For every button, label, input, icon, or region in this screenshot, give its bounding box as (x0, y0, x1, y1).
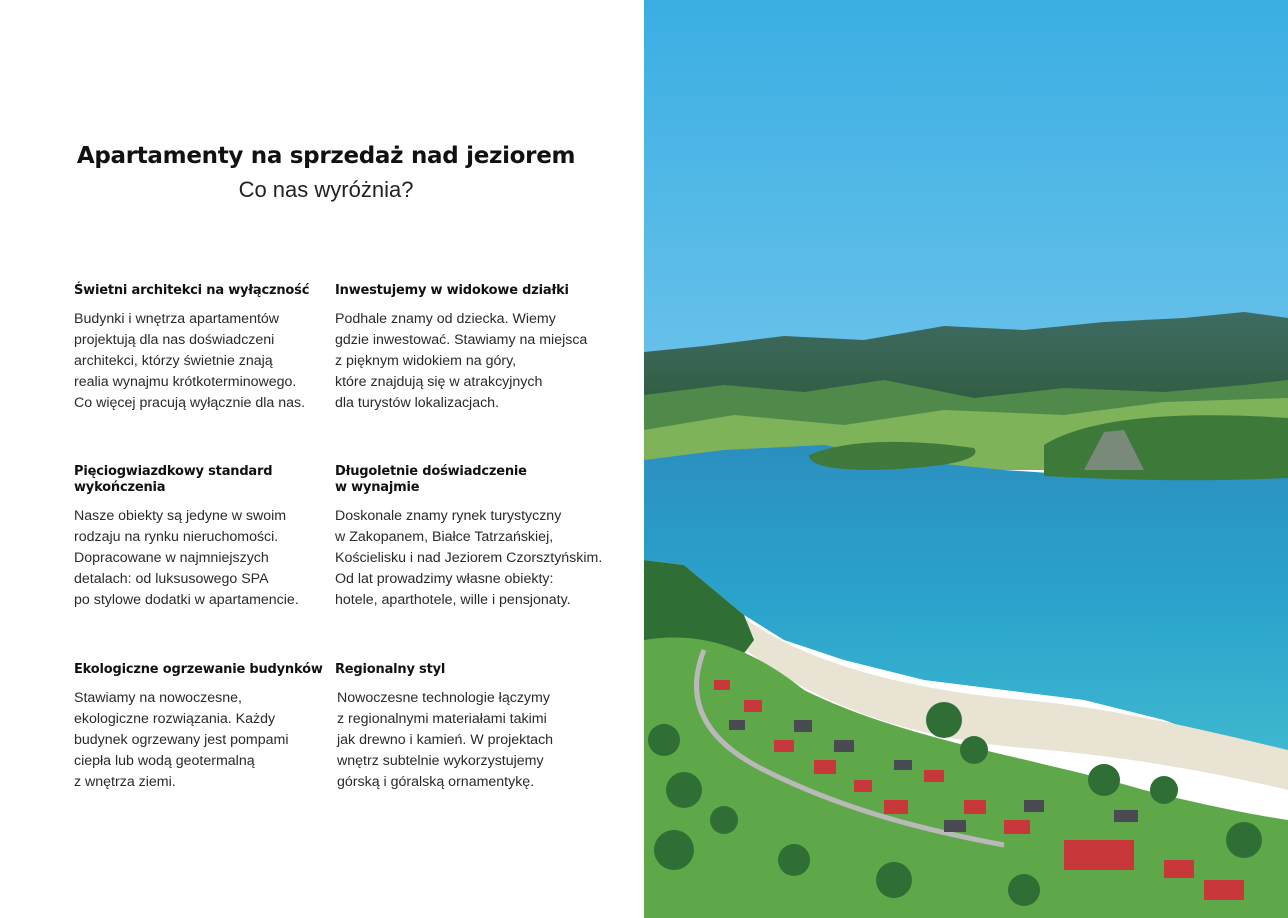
body-line: Podhale znamy od dziecka. Wiemy (335, 311, 556, 327)
feature-eco-heating (74, 662, 374, 793)
body-line: dla turystów lokalizacjach. (335, 395, 500, 411)
body-line: z pięknym widokiem na góry, (335, 353, 517, 369)
body-line: architekci, którzy świetnie znają (74, 353, 273, 369)
body-line: gdzie inwestować. Stawiamy na miejsca (335, 332, 588, 348)
body-line: Budynki i wnętrza apartamentów (74, 311, 280, 327)
body-line: Doskonale znamy rynek turystyczny (335, 508, 562, 524)
heading-line: w wynajmie (335, 480, 420, 495)
feature-body (335, 309, 635, 414)
feature-standard (74, 464, 374, 611)
feature-regional-style (335, 662, 635, 793)
body-line: projektują dla nas doświadczeni (74, 332, 275, 348)
aerial-lake-mountain-village-photo (644, 0, 1288, 918)
heading-line: Pięciogwiazdkowy standard (74, 464, 273, 479)
body-line: Nasze obiekty są jedyne w swoim (74, 508, 287, 524)
body-line: z wnętrza ziemi. (74, 774, 176, 790)
feature-plots (335, 283, 635, 414)
photo-illustration (644, 0, 1288, 918)
feature-architects (74, 283, 374, 414)
feature-heading: Ekologiczne ogrzewanie budynków (74, 662, 323, 677)
feature-body (335, 688, 635, 793)
feature-heading: Inwestujemy w widokowe działki (335, 283, 569, 298)
body-line: w Zakopanem, Białce Tatrzańskiej, (335, 529, 554, 545)
body-line: Co więcej pracują wyłącznie dla nas. (74, 395, 306, 411)
feature-body (74, 309, 374, 414)
body-line: ciepła lub wodą geotermalną (74, 753, 255, 769)
feature-body (74, 688, 374, 793)
feature-heading (335, 464, 635, 496)
feature-body (74, 506, 374, 611)
body-line: Nowoczesne technologie łączymy (337, 690, 550, 706)
page-subtitle: Co nas wyróżnia? (238, 177, 414, 202)
body-line: które znajdują się w atrakcyjnych (335, 374, 543, 390)
feature-heading: Regionalny styl (335, 662, 446, 677)
body-line: Dopracowane w najmniejszych (74, 550, 269, 566)
feature-heading (74, 464, 374, 496)
body-line: po stylowe dodatki w apartamencie. (74, 592, 299, 608)
body-line: Od lat prowadzimy własne obiekty: (335, 571, 554, 587)
body-line: jak drewno i kamień. W projektach (337, 732, 554, 748)
body-line: górską i góralską ornamentykę. (337, 774, 535, 790)
body-line: budynek ogrzewany jest pompami (74, 732, 289, 748)
body-line: z regionalnymi materiałami takimi (337, 711, 547, 727)
body-line: detalach: od luksusowego SPA (74, 571, 269, 587)
page-title: Apartamenty na sprzedaż nad jeziorem (76, 143, 576, 169)
feature-body (335, 506, 635, 611)
body-line: realia wynajmu krótkoterminowego. (74, 374, 297, 390)
body-line: Kościelisku i nad Jeziorem Czorsztyńskim. (335, 550, 603, 566)
feature-experience (335, 464, 635, 611)
body-line: wnętrz subtelnie wykorzystujemy (337, 753, 544, 769)
body-line: hotele, aparthotele, wille i pensjonaty. (335, 592, 571, 608)
heading-line: Długoletnie doświadczenie (335, 464, 527, 479)
body-line: ekologiczne rozwiązania. Każdy (74, 711, 276, 727)
body-line: Stawiamy na nowoczesne, (74, 690, 242, 706)
feature-heading: Świetni architekci na wyłączność (74, 283, 310, 298)
heading-line: wykończenia (74, 480, 166, 495)
body-line: rodzaju na rynku nieruchomości. (74, 529, 279, 545)
